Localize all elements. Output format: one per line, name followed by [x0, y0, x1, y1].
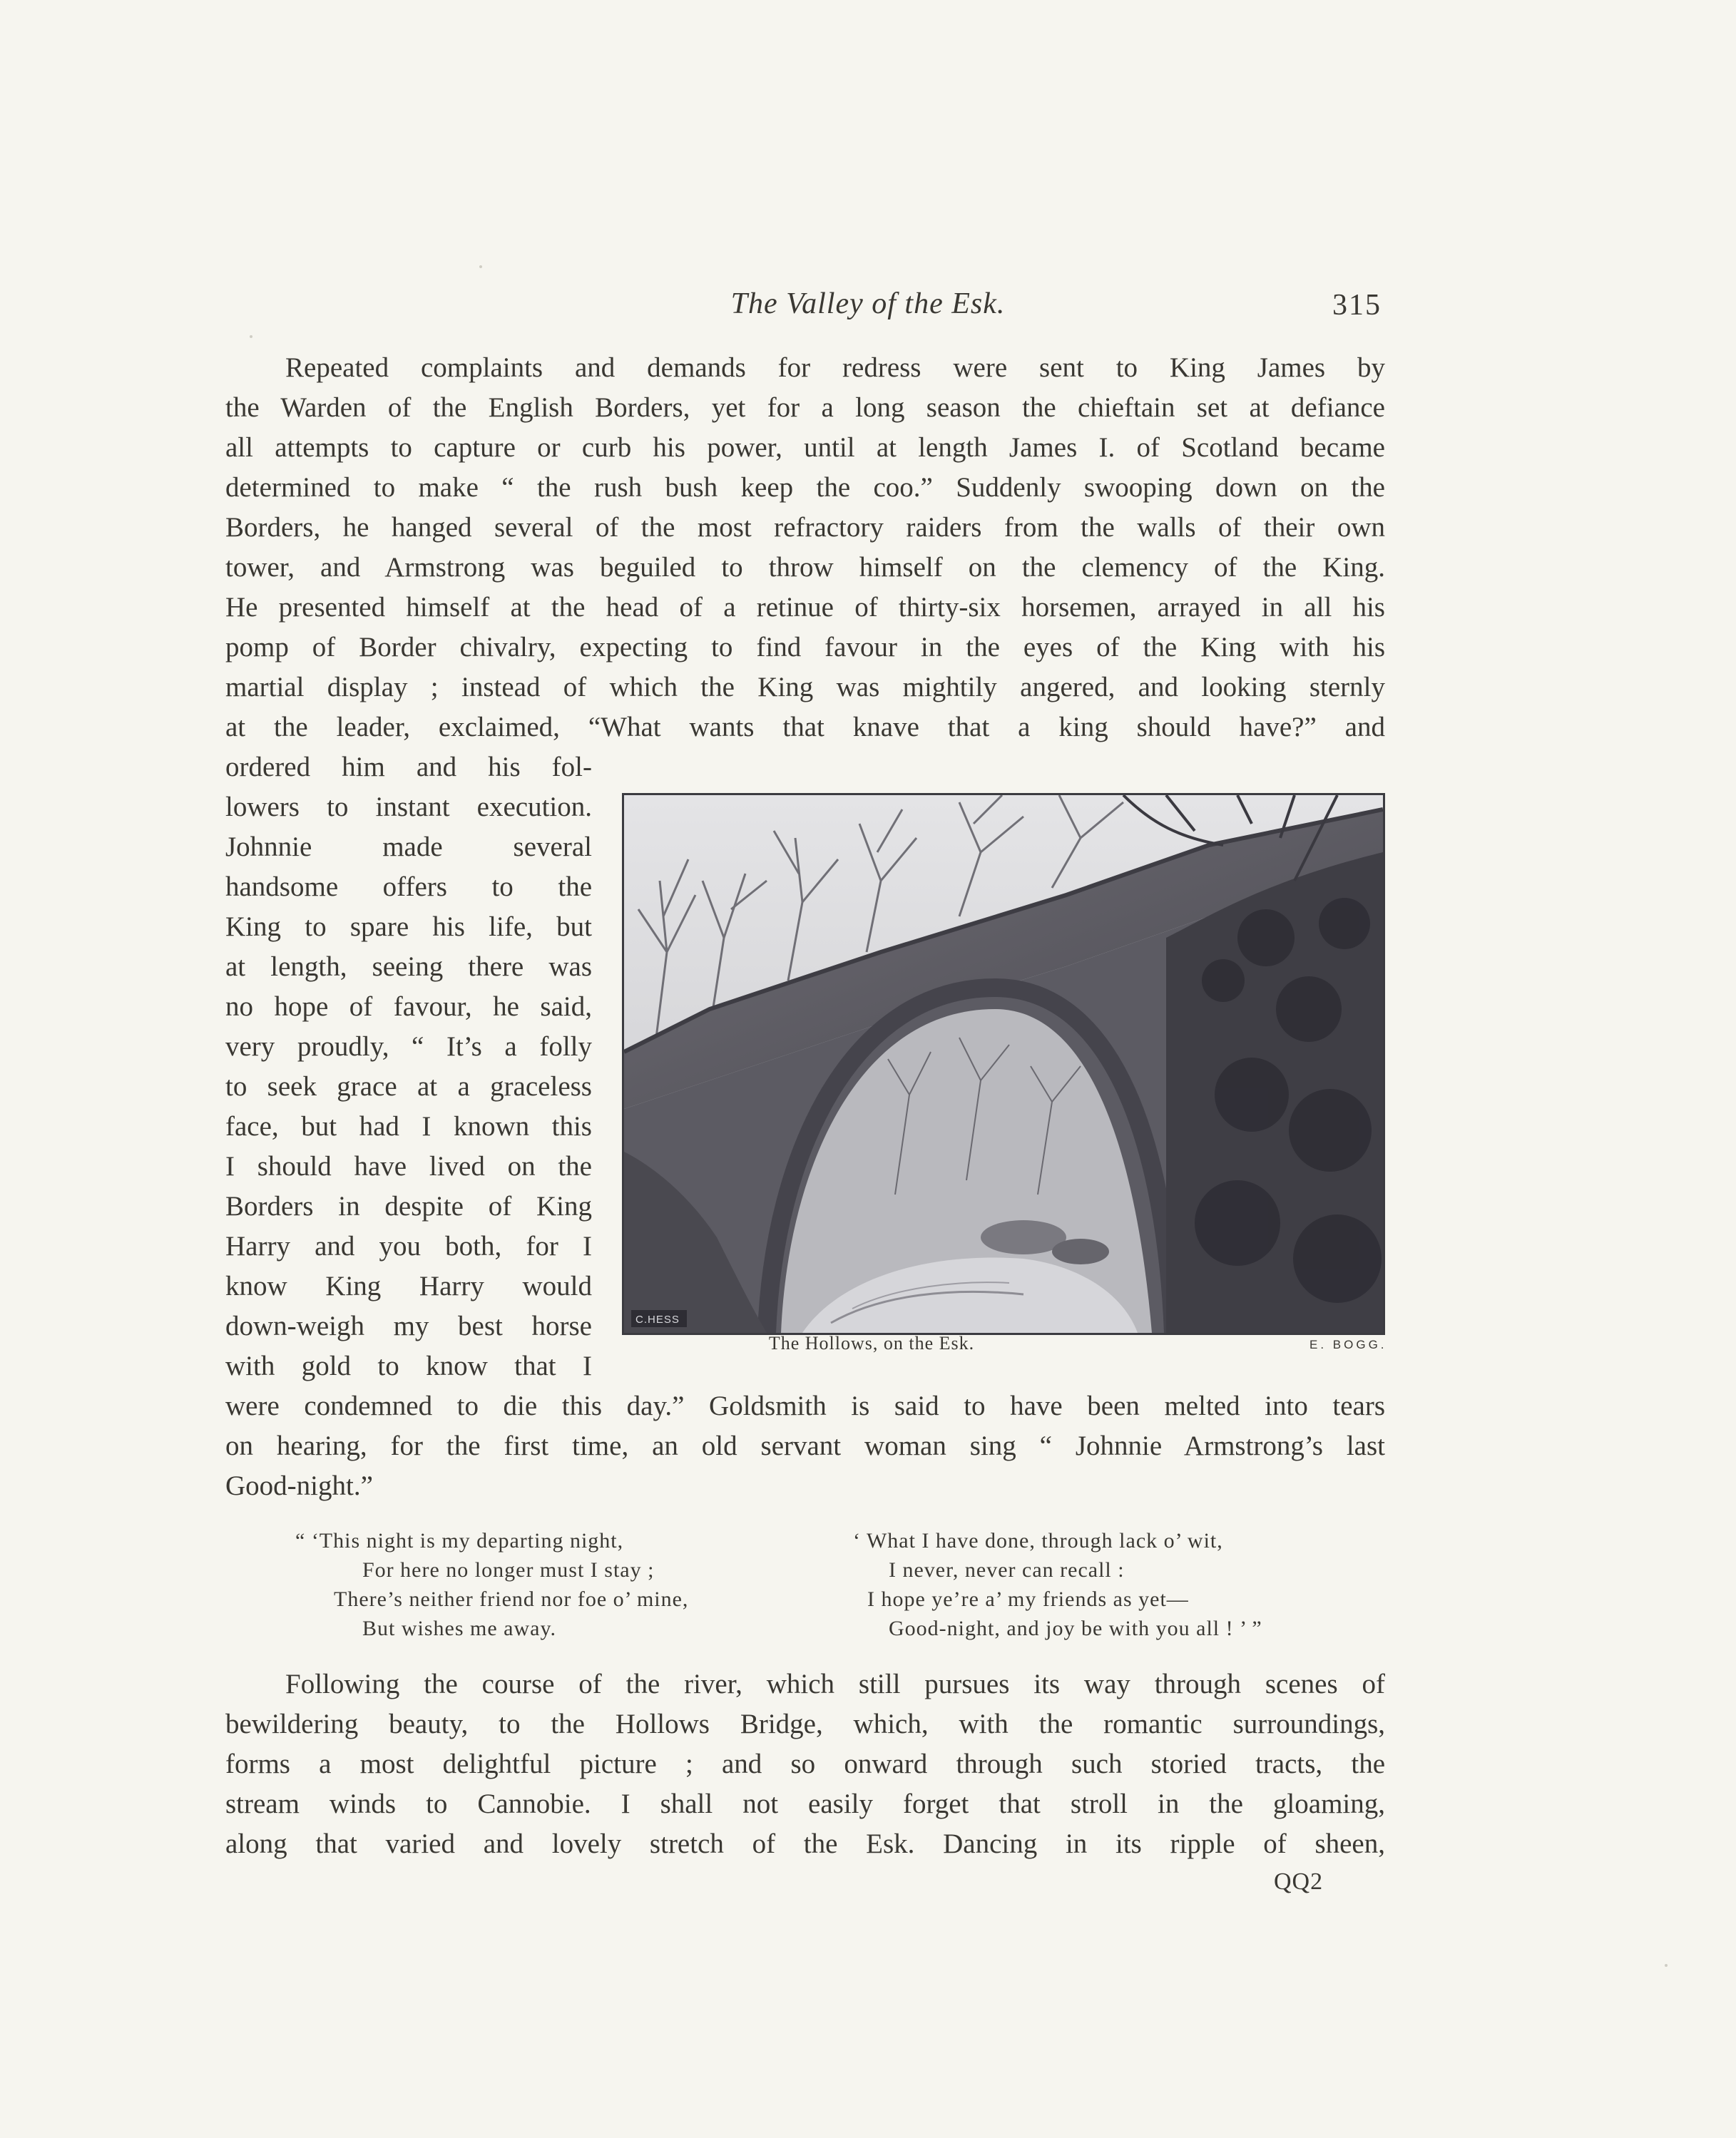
- text-line: Borders, he hanged several of the most refractory raiders from the walls of their own: [225, 512, 1385, 543]
- text-line: with gold to know that I: [225, 1351, 592, 1381]
- text-line: handsome offers to the: [225, 871, 592, 902]
- text-line: know King Harry would: [225, 1271, 592, 1301]
- text-line: face, but had I known this: [225, 1111, 592, 1142]
- text-line: I should have lived on the: [225, 1151, 592, 1182]
- verse-line: Good-night, and joy be with you all ! ’ ”: [889, 1617, 1262, 1640]
- page-title: The Valley of the Esk.: [730, 287, 1006, 320]
- text-line: no hope of favour, he said,: [225, 991, 592, 1022]
- verse-line: But wishes me away.: [362, 1617, 557, 1640]
- text-line: Harry and you both, for I: [225, 1231, 592, 1262]
- text-line: along that varied and lovely stretch of the Esk. Dancing in its ripple of sheen,: [225, 1828, 1385, 1859]
- text-line: Johnnie made several: [225, 832, 592, 862]
- text-line: Good-night.”: [225, 1470, 373, 1501]
- text-line: down-weigh my best horse: [225, 1311, 592, 1341]
- verse-line: I hope ye’re a’ my friends as yet—: [867, 1587, 1189, 1611]
- engraver-mark: C.HESS: [635, 1314, 680, 1326]
- text-line: on hearing, for the first time, an old servant woman sing “ Johnnie Armstrong’s last: [225, 1431, 1385, 1461]
- verse-line: I never, never can recall :: [889, 1558, 1125, 1582]
- verse-line: ‘ What I have done, through lack o’ wit,: [853, 1529, 1223, 1553]
- text-line: Borders in despite of King: [225, 1191, 592, 1222]
- text-line: stream winds to Cannobie. I shall not easily forget that stroll in the gloaming,: [225, 1789, 1385, 1819]
- paper-speck: [250, 335, 252, 338]
- text-line: to seek grace at a graceless: [225, 1071, 592, 1102]
- page-number: 315: [1332, 289, 1382, 322]
- paper-speck: [1665, 1964, 1668, 1967]
- figure-caption: The Hollows, on the Esk.: [768, 1333, 975, 1354]
- text-line: bewildering beauty, to the Hollows Bridge, which, with the romantic surroundings,: [225, 1709, 1385, 1739]
- text-line: were condemned to die this day.” Goldsmith is said to have been melted into tears: [225, 1391, 1385, 1421]
- text-line: at length, seeing there was: [225, 951, 592, 982]
- text-line: determined to make “ the rush bush keep the coo.” Suddenly swooping down on the: [225, 472, 1385, 503]
- paper-speck: [479, 265, 482, 268]
- text-line: at the leader, exclaimed, “What wants that knave that a king should have?” and: [225, 712, 1385, 742]
- text-line: pomp of Border chivalry, expecting to find favour in the eyes of the King with his: [225, 632, 1385, 663]
- text-line: He presented himself at the head of a retinue of thirty-six horsemen, arrayed in all his: [225, 592, 1385, 623]
- bridge-illustration: [622, 793, 1385, 1335]
- bridge-engraving: [624, 795, 1383, 1333]
- text-line: the Warden of the English Borders, yet for a long season the chieftain set at defiance: [225, 392, 1385, 423]
- text-line: lowers to instant execution.: [225, 792, 592, 822]
- verse-line: For here no longer must I stay ;: [362, 1558, 655, 1582]
- text-line: all attempts to capture or curb his power, until at length James I. of Scotland became: [225, 432, 1385, 463]
- text-line: Repeated complaints and demands for redress were sent to King James by: [285, 352, 1385, 383]
- signature-mark: QQ2: [1274, 1868, 1324, 1895]
- verse-line: “ ‘This night is my departing night,: [295, 1529, 624, 1553]
- text-line: very proudly, “ It’s a folly: [225, 1031, 592, 1062]
- text-line: forms a most delightful picture ; and so onward through such storied tracts, the: [225, 1749, 1385, 1779]
- text-line: Following the course of the river, which still pursues its way through scenes of: [285, 1669, 1385, 1699]
- figure-credit: E. BOGG.: [1309, 1338, 1387, 1351]
- text-line: tower, and Armstrong was beguiled to throw himself on the clemency of the King.: [225, 552, 1385, 583]
- text-line: King to spare his life, but: [225, 911, 592, 942]
- text-line: martial display ; instead of which the King was mightily angered, and looking sternly: [225, 672, 1385, 702]
- verse-line: There’s neither friend nor foe o’ mine,: [334, 1587, 689, 1611]
- text-line: ordered him and his fol-: [225, 752, 592, 782]
